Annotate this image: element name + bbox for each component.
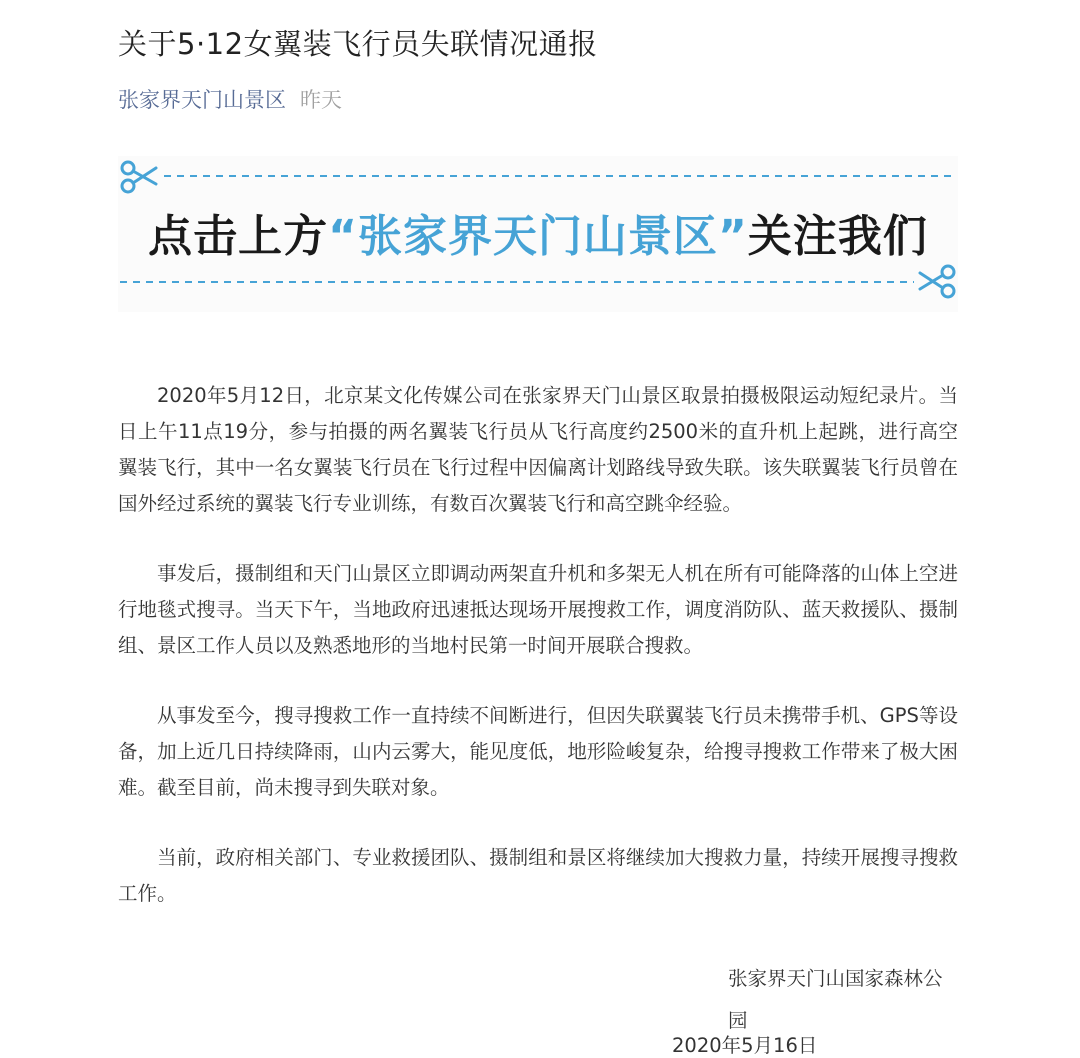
paragraph: 事发后，摄制组和天门山景区立即调动两架直升机和多架无人机在所有可能降落的山体上空进行地毯式搜寻。当天下午，当地政府迅速抵达现场开展搜救工作，调度消防队、蓝天救援队、摄制组、景区工作人员以及熟悉地形的当地村民第一时间开展联合搜救。 (118, 562, 958, 657)
article-body (118, 378, 958, 946)
publish-time: 昨天 (300, 88, 342, 112)
paragraph: 从事发至今，搜寻搜救工作一直持续不间断进行，但因失联翼装飞行员未携带手机、GPS等设备，加上近几日持续降雨，山内云雾大，能见度低，地形险峻复杂，给搜寻搜救工作带来了极大困难。截至目前，尚未搜寻到失联对象。 (118, 704, 958, 799)
article-meta (118, 84, 342, 114)
banner-text (118, 200, 958, 264)
article-title: 关于5·12女翼装飞行员失联情况通报 (118, 27, 598, 61)
banner-highlight: “张家界天门山景区” (328, 211, 748, 262)
banner-suffix: 关注我们 (747, 211, 928, 262)
signature-org (118, 958, 958, 1042)
scissors-icon (920, 266, 954, 297)
signature-date: 2020年5月16日 (672, 1034, 818, 1057)
follow-banner[interactable] (118, 156, 958, 312)
banner-prefix: 点击上方 (148, 211, 329, 262)
paragraph: 当前，政府相关部门、专业救援团队、摄制组和景区将继续加大搜救力量，持续开展搜寻搜救工作。 (118, 846, 958, 905)
signature-org-text: 张家界天门山国家森林公园 (728, 967, 943, 1032)
paragraph: 2020年5月12日，北京某文化传媒公司在张家界天门山景区取景拍摄极限运动短纪录片。当日上午11点19分，参与拍摄的两名翼装飞行员从飞行高度约2500米的直升机上起跳，进行高空翼装飞行，其中一名女翼装飞行员在飞行过程中因偏离计划路线导致失联。该失联翼装飞行员曾在国外经过系统的翼装飞行专业训练，有数百次翼装飞行和高空跳伞经验。 (118, 384, 958, 515)
account-name-link[interactable]: 张家界天门山景区 (118, 88, 286, 112)
scissors-icon (122, 162, 156, 192)
